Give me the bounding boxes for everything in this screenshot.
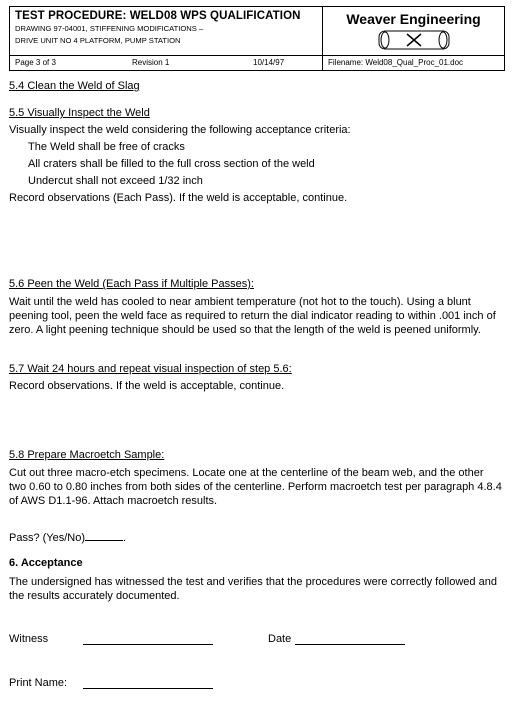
revision: Revision 1 bbox=[132, 58, 170, 67]
page-number: Page 3 of 3 bbox=[15, 58, 56, 67]
witness-signature-line[interactable] bbox=[83, 634, 213, 645]
date-label: Date bbox=[268, 633, 292, 645]
drawing-line-1: DRAWING 97-04001, STIFFENING MODIFICATIONS – bbox=[15, 24, 204, 33]
filename: Filename: Weld08_Qual_Proc_01.doc bbox=[328, 58, 464, 67]
header-top-row bbox=[10, 7, 504, 56]
print-name-line[interactable] bbox=[83, 678, 213, 689]
section-5-5-intro: Visually inspect the weld considering the following acceptance criteria: bbox=[9, 124, 351, 136]
pass-label: Pass? (Yes/No) bbox=[9, 532, 86, 544]
criterion-item: Undercut shall not exceed 1/32 inch bbox=[28, 175, 203, 187]
date-line[interactable] bbox=[295, 634, 405, 645]
section-5-5-heading: 5.5 Visually Inspect the Weld bbox=[9, 107, 150, 119]
pass-suffix: . bbox=[123, 532, 127, 544]
section-6-heading: 6. Acceptance bbox=[9, 557, 83, 569]
document-header bbox=[9, 6, 505, 71]
section-6-body: The undersigned has witnessed the test and verifies that the procedures were correctly followed and the results accurately documented. bbox=[9, 576, 497, 603]
section-5-7-heading: 5.7 Wait 24 hours and repeat visual inspection of step 5.6: bbox=[9, 363, 292, 375]
company-name: Weaver Engineering bbox=[346, 11, 481, 27]
section-5-8-body: Cut out three macro-etch specimens. Locate one at the centerline of the beam web, and the other two 0.60 to 0.80 inches from both sides of the centerline. Perform macroetch test per paragraph 4.8.4 of AWS D1.1-96. Attach macroetch results. bbox=[9, 467, 502, 508]
procedure-title: TEST PROCEDURE: WELD08 WPS QUALIFICATION bbox=[15, 10, 301, 22]
pass-question bbox=[9, 530, 126, 544]
criterion-item: All craters shall be filled to the full cross section of the weld bbox=[28, 158, 315, 170]
pass-answer-line[interactable] bbox=[85, 530, 123, 541]
document-date: 10/14/97 bbox=[248, 56, 323, 70]
header-info-row bbox=[10, 56, 504, 70]
company-logo-icon bbox=[323, 29, 504, 54]
section-5-5-record: Record observations (Each Pass). If the weld is acceptable, continue. bbox=[9, 192, 348, 204]
section-5-8-heading: 5.8 Prepare Macroetch Sample: bbox=[9, 449, 165, 461]
company-block bbox=[323, 7, 504, 55]
print-name-label: Print Name: bbox=[9, 677, 68, 689]
criterion-item: The Weld shall be free of cracks bbox=[28, 141, 185, 153]
section-5-6-body: Wait until the weld has cooled to near ambient temperature (not hot to the touch). Using a blunt peening tool, peen the weld face as required to return the dial indicator reading to within .001 inch of zero. A light peening technique should be used so that the length of the weld is peened uniformly. bbox=[9, 296, 496, 337]
section-5-7-body: Record observations. If the weld is acceptable, continue. bbox=[9, 380, 285, 392]
witness-label: Witness bbox=[9, 633, 49, 645]
header-title-block bbox=[10, 7, 323, 55]
section-5-4-heading: 5.4 Clean the Weld of Slag bbox=[9, 80, 140, 92]
section-5-6-heading: 5.6 Peen the Weld (Each Pass if Multiple Passes): bbox=[9, 278, 254, 290]
drawing-line-2: DRIVE UNIT NO 4 PLATFORM, PUMP STATION bbox=[15, 36, 181, 45]
